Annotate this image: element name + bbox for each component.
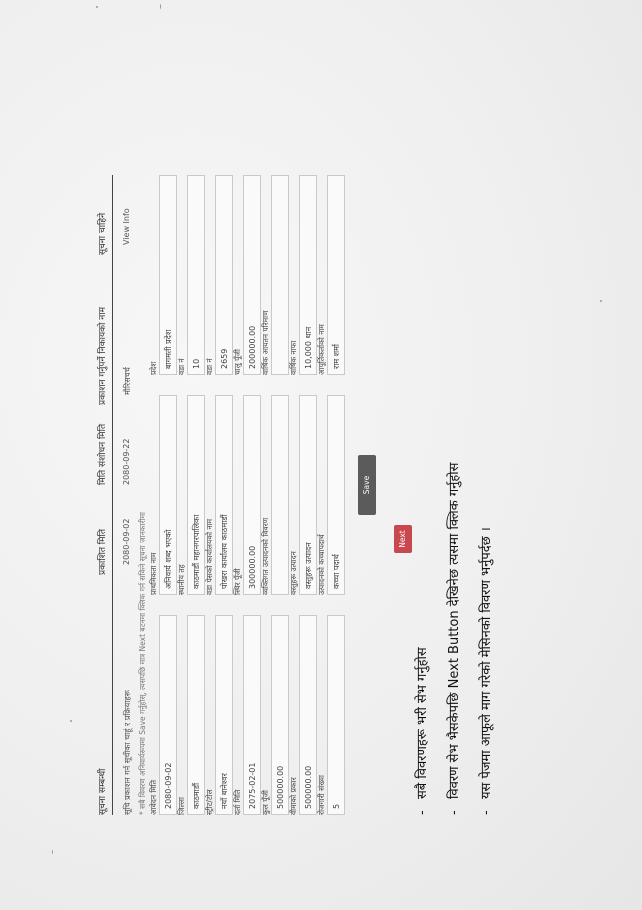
field-label: वडा पेसको कार्यालयको नाम <box>205 518 214 595</box>
field-ward-no <box>176 175 205 375</box>
field-input[interactable]: बागमती प्रदेश <box>159 175 177 375</box>
field-label: प्रदेश <box>149 361 158 375</box>
field-label: वडा नं <box>177 358 186 375</box>
field-total-capital <box>260 615 289 815</box>
field-annual-profit <box>288 175 317 375</box>
field-input[interactable]: 500000.00 <box>271 615 289 815</box>
summary-date-1: 2080-09-02 <box>122 518 131 565</box>
header-col-2: प्रकाशित मिति <box>98 529 108 575</box>
field-office-name <box>204 395 233 595</box>
field-input[interactable]: 500000.00 <box>299 615 317 815</box>
table-header <box>90 175 113 815</box>
field-raw-material <box>316 395 345 595</box>
rotated-form-page <box>90 175 530 815</box>
field-label: वार्षिक नाफा <box>289 340 298 375</box>
field-input[interactable]: 10,000 थान <box>299 175 317 375</box>
field-label: दर्ता मिति <box>233 789 242 815</box>
next-button[interactable]: Next <box>394 525 412 553</box>
field-street <box>204 615 233 815</box>
scan-speck <box>52 850 53 854</box>
field-label: व्यक्तिगत उत्पादनको विवरण <box>261 517 270 595</box>
field-input[interactable]: 5 <box>327 615 345 815</box>
scan-speck <box>600 300 602 302</box>
field-working-capital <box>232 175 261 375</box>
field-label: आपूर्तिकर्ताको नाम <box>317 324 326 375</box>
field-input[interactable] <box>271 175 289 375</box>
dash-icon: - <box>479 810 494 815</box>
summary-date-2: 2080-09-22 <box>122 438 131 485</box>
field-insurance-type <box>288 615 317 815</box>
header-col-4: प्रकाशन गर्नुपर्ने निकायको नाम <box>98 307 108 405</box>
scan-speck <box>160 4 161 9</box>
field-local-level <box>176 395 205 595</box>
field-label: स्थिर पूँजी <box>233 568 242 595</box>
field-annual-volume <box>260 175 289 375</box>
field-district <box>176 615 205 815</box>
field-employment-count <box>316 615 345 815</box>
field-input[interactable]: काठमाडौं महानगरपालिका <box>187 395 205 595</box>
field-product-details <box>260 395 289 595</box>
scan-speck <box>96 6 98 8</box>
field-input[interactable]: राम शर्मा <box>327 175 345 375</box>
field-input[interactable]: नयाँ बानेश्वर <box>215 615 233 815</box>
field-label: प्राथमिकता नाम <box>149 552 158 595</box>
field-label: जिल्ला <box>177 797 186 815</box>
field-label: चालु पूँजी <box>233 349 242 375</box>
instruction-text: विवरण सेभ भैसकेपछि Next Button देखिनेछ त्यसमा क्लिक गर्नुहोस <box>447 462 462 799</box>
field-label: उत्पादनको कच्चापदार्थ <box>317 534 326 595</box>
dash-icon: - <box>415 810 430 815</box>
field-label: वार्षिक आयतन परिमाण <box>261 310 270 375</box>
view-info-link[interactable]: View Info <box>122 208 131 245</box>
field-label: कुल पूँजी <box>261 790 270 815</box>
header-col-3: मिति संशोधन मिति <box>98 423 108 485</box>
form-notice: * सबै विवरण अनिवार्यरूपमा Save गर्नुहोस्, त्यसपछि मात्र Next बटनमा क्लिक गर्न सकिने सूचना जानकारीमा <box>138 512 147 815</box>
field-label: स्थानीय तह <box>177 564 186 595</box>
field-input[interactable]: 300000.00 <box>243 395 261 595</box>
instruction-text: यस पेजमा आफूले माग गरेको मेसिनको विवरण भर्नुपर्दछ । <box>479 527 494 799</box>
field-input[interactable]: पोखरा कार्यालय काठमाडौं <box>215 395 233 595</box>
field-input[interactable]: वस्तुहरू उत्पादन <box>299 395 317 595</box>
field-registration-date <box>232 615 261 815</box>
form-grid <box>148 175 348 815</box>
save-button[interactable]: Save <box>358 455 376 515</box>
dash-icon: - <box>447 810 462 815</box>
field-input[interactable]: 200000.00 <box>243 175 261 375</box>
field-label: आवेदन मिति <box>149 779 158 815</box>
instruction-line-3 <box>476 175 494 815</box>
field-supplier-name <box>316 175 345 375</box>
summary-title: सूचि प्रकाशन गर्न सूचीका चाहूं र प्रक्रियाहरू <box>123 690 132 815</box>
instruction-line-2 <box>444 175 462 815</box>
field-input[interactable]: 10 <box>187 175 205 375</box>
instruction-text: सबै विवरणहरू भरी सेभ गर्नुहोस <box>415 647 430 799</box>
field-goods-production <box>288 395 317 595</box>
field-priority-name <box>148 395 177 595</box>
header-col-5: सूचना चाहिने <box>98 212 108 255</box>
field-input[interactable]: अनिवार्य शब्द भएको <box>159 395 177 595</box>
field-label: वस्तुहरू उत्पादन <box>289 551 298 595</box>
field-label: वडा नं <box>205 358 214 375</box>
field-fixed-capital <box>232 395 261 595</box>
field-input[interactable]: 2075-02-01 <box>243 615 261 815</box>
field-input[interactable]: 2080-09-02 <box>159 615 177 815</box>
field-label: रोजगारी संख्या <box>317 775 326 815</box>
field-application-date <box>148 615 177 815</box>
header-col-1: सूचना सम्बन्धी <box>98 768 108 815</box>
summary-row <box>120 175 136 815</box>
field-label: वीमाको प्रकार <box>289 777 298 815</box>
field-input[interactable]: काठमाडौं <box>187 615 205 815</box>
scan-speck <box>70 720 72 722</box>
field-label: स्ट्रीट/टोल <box>205 789 214 815</box>
field-ward-no-2 <box>204 175 233 375</box>
field-province <box>148 175 177 375</box>
field-input[interactable] <box>271 395 289 595</box>
instruction-line-1 <box>412 175 430 815</box>
summary-org: मौरिसचर्च <box>123 367 132 395</box>
field-input[interactable]: कच्चा पदार्थ <box>327 395 345 595</box>
field-input[interactable]: 2659 <box>215 175 233 375</box>
